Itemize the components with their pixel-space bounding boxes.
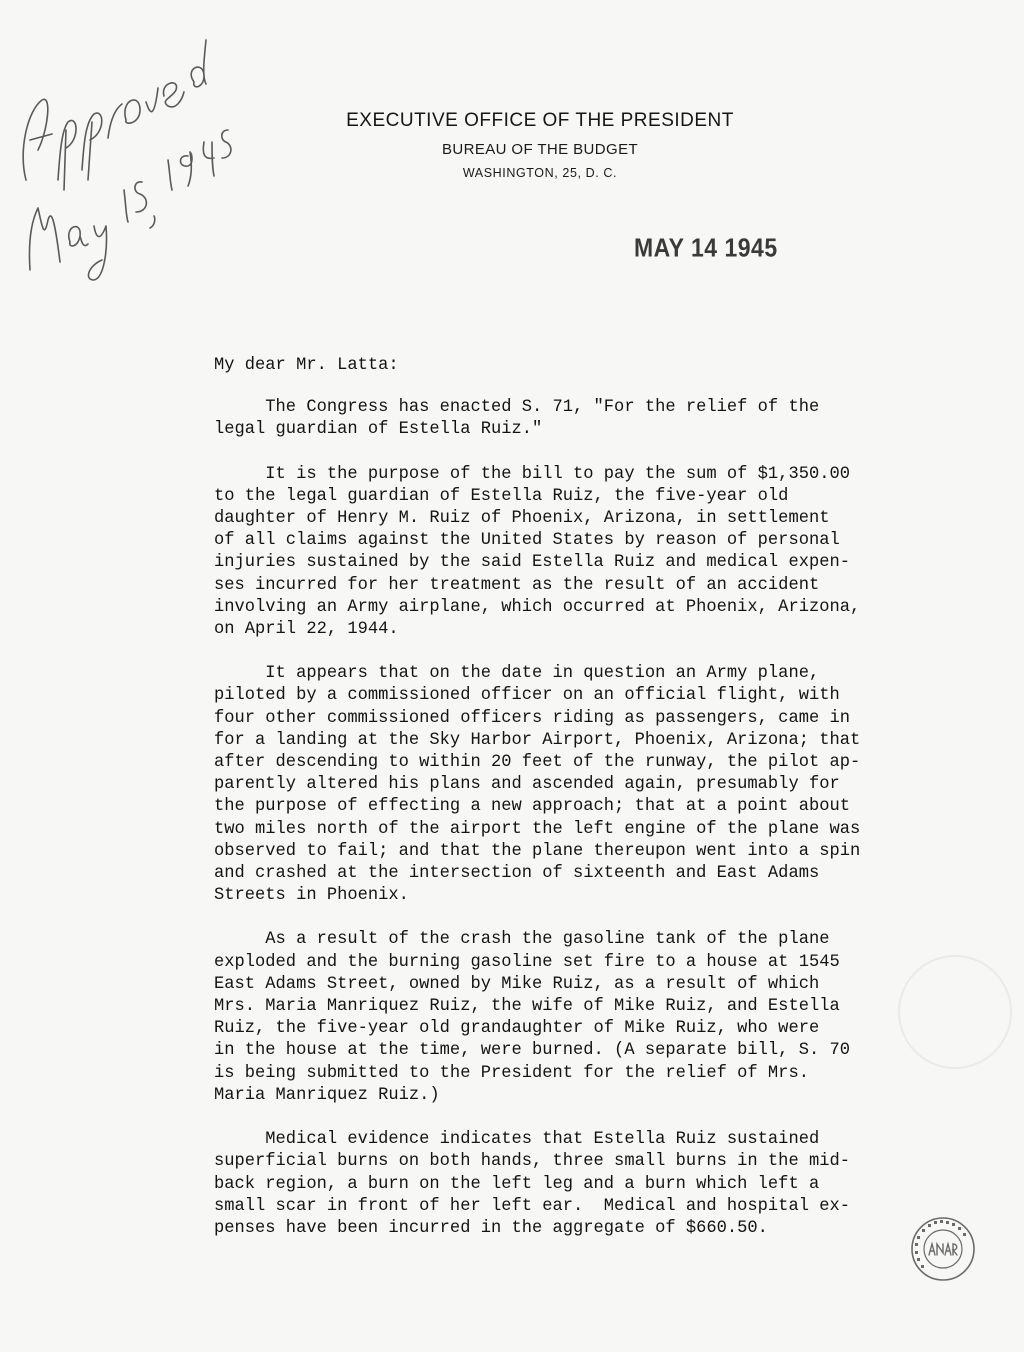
library-seal-icon: [910, 1216, 976, 1282]
handwriting-scrawl: [8, 30, 238, 290]
salutation: My dear Mr. Latta:: [214, 356, 399, 375]
archive-library-stamp: [910, 1216, 976, 1282]
letter-body: [214, 355, 894, 1262]
paragraph-accident-account: It appears that on the date in question an Army plane, piloted by a commissioned officer on an official flight, with four other commissioned officers riding as passengers, came in for a landing at the Sky Harbor Airport, Phoenix, Arizona; that after descending to within 20 feet of the runway, the pilot ap- parently altered his plans and ascended again, presumably for the purpose of effecting a new approach; that at a point about two miles north of the airport the left engine of the plane was observed to fail; and that the plane thereupon went into a spin and crashed at the intersection of sixteenth and East Adams Streets in Phoenix.: [214, 664, 861, 906]
paragraph-purpose: It is the purpose of the bill to pay the sum of $1,350.00 to the legal guardian of Estella Ruiz, the five-year old daughter of Henry M. Ruiz of Phoenix, Arizona, in settlement of all claims against the United States by reason of personal injuries sustained by the said Estella Ruiz and medical expen- ses incurred for her treatment as the result of an accident involving an Army airplane, which occurred at Phoenix, Arizona, on April 22, 1944.: [214, 464, 861, 640]
letterhead: [250, 110, 830, 180]
paragraph-fire-result: As a result of the crash the gasoline tank of the plane exploded and the burning gasoline set fire to a house at 1545 East Adams Street, owned by Mike Ruiz, as a result of which Mrs. Maria Manriquez Ruiz, the wife of Mike Ruiz, and Estella Ruiz, the five-year old grandaughter of Mike Ruiz, who were in the house at the time, were burned. (A separate bill, S. 70 is being submitted to the President for the relief of Mrs. Maria Manriquez Ruiz.): [214, 930, 850, 1105]
letterhead-bureau: BUREAU OF THE BUDGET: [441, 141, 639, 158]
letterhead-office: EXECUTIVE OFFICE OF THE PRESIDENT: [346, 110, 734, 131]
paragraph-enactment: The Congress has enacted S. 71, "For the relief of the legal guardian of Estella Ruiz.": [214, 398, 820, 440]
letterhead-city: WASHINGTON, 25, D. C.: [462, 166, 618, 180]
handwritten-approval-note: [8, 30, 238, 290]
paragraph-medical-evidence: Medical evidence indicates that Estella Ruiz sustained superficial burns on both hands, three small burns in the mid- back region, a burn on the left leg and a burn which left a small scar in front of her left ear. Medical and hospital ex- penses have been incurred in the aggregate of $660.50.: [214, 1130, 850, 1238]
embossed-seal: [898, 955, 1012, 1069]
date-stamp: MAY 14 1945: [634, 233, 778, 263]
